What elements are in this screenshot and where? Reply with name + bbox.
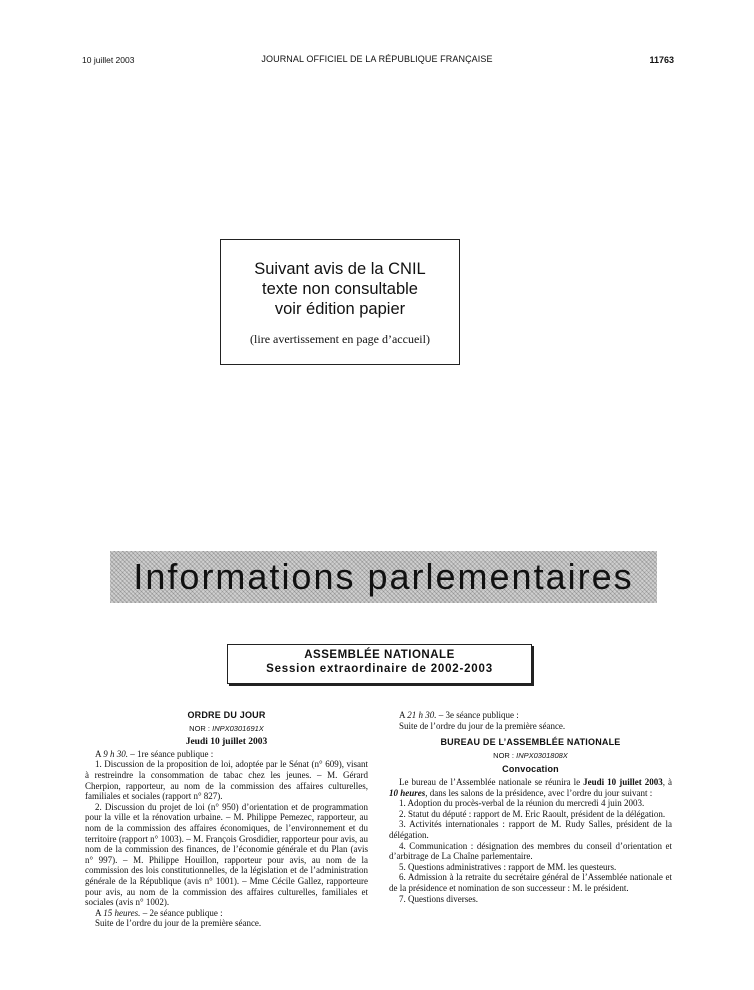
bureau-item-3: 3. Activités internationales : rapport de M. Rudy Salles, président de la délégation. bbox=[389, 819, 672, 840]
ordre-du-jour-heading: ORDRE DU JOUR bbox=[187, 710, 266, 720]
bureau-heading: BUREAU DE L’ASSEMBLÉE NATIONALE bbox=[440, 737, 621, 748]
header-date: 10 juillet 2003 bbox=[82, 55, 135, 65]
nor-value: INPX0301691X bbox=[212, 723, 264, 733]
session-1-prefix: A bbox=[95, 748, 102, 759]
agenda-item-2: 2. Discussion du projet de loi (n° 950) d’orientation et de programmation pour la ville et la rénovation urbaine. – M. Philippe Pemezec, rapporteur, au nom de la commission des affaires économiques, de l’environnement et du territoire (rapport n° 1003). – M. François Grosdidier, rapporteur pour avis, au nom de la commission des finances, de l’économie générale et du Plan (avis n° 997). – M. Philippe Houillon, rapporteur pour avis, au nom de la commission des lois constitutionnelles, de la législation et de l’administration générale de la République (avis n° 1001). – Mme Cécile Gallez, rapporteure pour avis, au nom de la commission des affaires culturelles, familiales et sociales (avis n° 1002). bbox=[85, 801, 368, 908]
session-1-line bbox=[85, 749, 368, 760]
intro-date: Jeudi 10 juillet 2003 bbox=[583, 776, 663, 787]
right-column bbox=[389, 710, 672, 904]
bureau-item-2: 2. Statut du député : rapport de M. Eric Raoult, président de la délégation. bbox=[399, 808, 666, 819]
nor-label: NOR : bbox=[493, 750, 515, 760]
cnil-line-1: Suivant avis de la CNIL bbox=[254, 260, 426, 278]
session-1-text: – 1re séance publique : bbox=[130, 748, 214, 759]
cnil-note: (lire avertissement en page d’accueil) bbox=[250, 332, 430, 346]
session-3-follow: Suite de l’ordre du jour de la première séance. bbox=[399, 720, 566, 731]
nor-value: INPX0301808X bbox=[516, 750, 568, 760]
session-2-follow: Suite de l’ordre du jour de la première séance. bbox=[95, 918, 262, 929]
bureau-item-5: 5. Questions administratives : rapport de MM. les questeurs. bbox=[399, 861, 617, 872]
session-3-text: – 3e séance publique : bbox=[438, 710, 519, 720]
session-2-time: 15 heures. bbox=[103, 907, 141, 918]
cnil-line-3: voir édition papier bbox=[274, 300, 406, 318]
nor-label: NOR : bbox=[189, 723, 211, 733]
journal-title: JOURNAL OFFICIEL DE LA RÉPUBLIQUE FRANÇAISE bbox=[261, 54, 493, 64]
left-column bbox=[85, 710, 368, 929]
session-2-line bbox=[85, 908, 368, 919]
session-3-prefix: A bbox=[399, 710, 406, 720]
bureau-item-1: 1. Adoption du procès-verbal de la réunion du mercredi 4 juin 2003. bbox=[399, 798, 645, 809]
cnil-line-2: texte non consultable bbox=[262, 280, 418, 298]
cnil-notice-box bbox=[220, 239, 460, 365]
intro-text: , dans les salons de la présidence, avec l’ordre du jour suivant : bbox=[425, 787, 653, 798]
day-heading: Jeudi 10 juillet 2003 bbox=[185, 737, 268, 748]
session-2-text: – 2e séance publique : bbox=[142, 907, 223, 918]
session-title: Session extraordinaire de 2002-2003 bbox=[266, 663, 493, 675]
intro-text: , à bbox=[662, 776, 673, 787]
bureau-item-7: 7. Questions diverses. bbox=[399, 893, 478, 904]
banner-title: Informations parlementaires bbox=[133, 556, 634, 597]
session-2-prefix: A bbox=[95, 907, 102, 918]
nor-reference-left bbox=[85, 724, 368, 735]
intro-time: 10 heures bbox=[389, 787, 426, 798]
assembly-title: ASSEMBLÉE NATIONALE bbox=[304, 649, 455, 661]
assembly-title-box bbox=[227, 644, 532, 684]
session-1-time: 9 h 30. bbox=[103, 748, 129, 759]
page-number: 11763 bbox=[649, 55, 674, 65]
nor-reference-right bbox=[389, 751, 672, 762]
convocation-heading: Convocation bbox=[502, 764, 559, 775]
bureau-item-4: 4. Communication : désignation des membres du conseil d’orientation et d’arbitrage de La Chaîne parlementaire. bbox=[389, 840, 672, 862]
agenda-item-1: 1. Discussion de la proposition de loi, adoptée par le Sénat (n° 609), visant à restreindre la consommation de tabac chez les jeunes. – M. Gérard Cherpion, rapporteur, au nom de la commission des affaires culturelles, familiales et sociales (rapport n° 827). bbox=[85, 759, 368, 802]
section-banner bbox=[110, 551, 657, 603]
bureau-item-6: 6. Admission à la retraite du secrétaire général de l’Assemblée nationale et de la présidence et nomination de son successeur : M. le président. bbox=[389, 872, 672, 893]
convocation-intro bbox=[389, 777, 672, 798]
intro-text: Le bureau de l’Assemblée nationale se réunira le bbox=[399, 776, 581, 787]
session-3-time: 21 h 30. bbox=[407, 710, 437, 720]
session-3-line bbox=[389, 710, 672, 721]
